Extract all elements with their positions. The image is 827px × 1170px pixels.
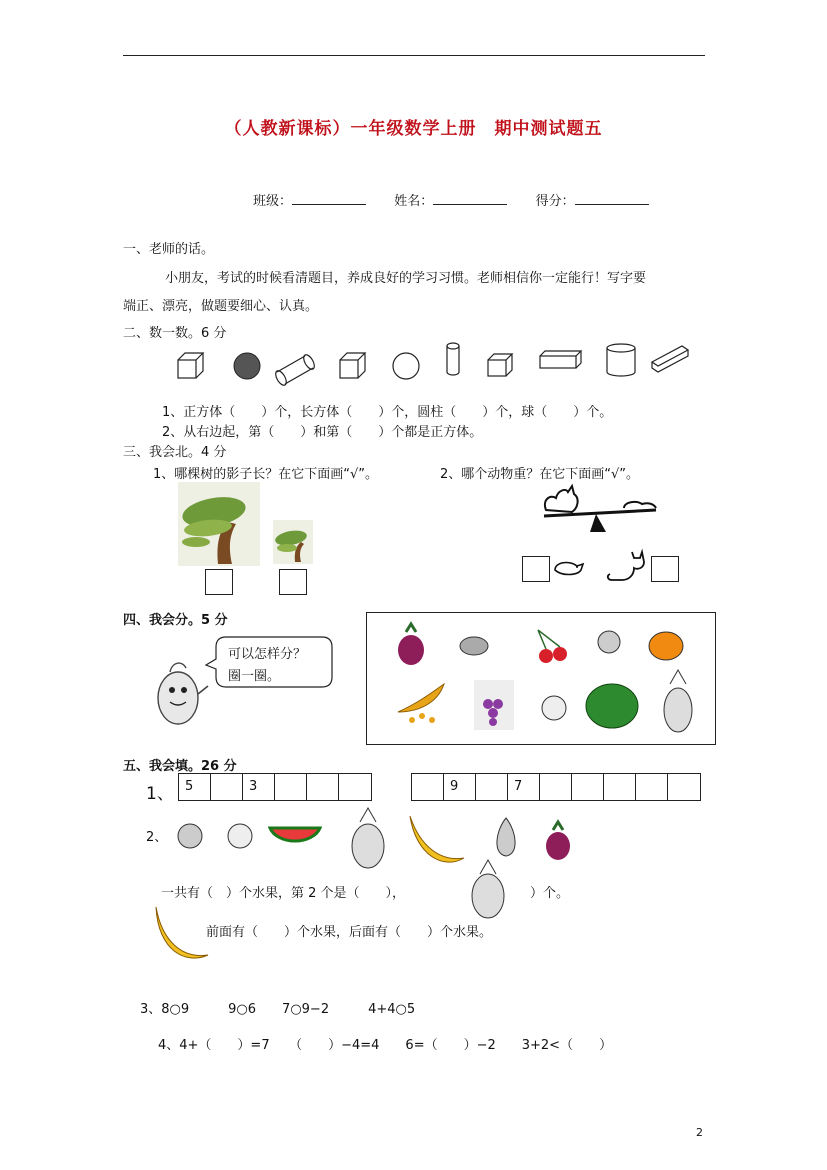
- section1-heading: 一、老师的话。: [123, 242, 215, 257]
- class-label: 班级：: [253, 194, 293, 209]
- number-row-1: [178, 773, 372, 801]
- radish-icon: [398, 624, 424, 665]
- big-tree-picture: [178, 482, 268, 572]
- q2-line2: 前面有（ ）个水果，后面有（ ）个水果。: [206, 925, 493, 940]
- q4-fill: 4、4+（ ）=7 （ ）−4=4 6=（ ）−2 3+2<（ ）: [158, 1038, 613, 1053]
- apple-icon: [178, 824, 202, 848]
- q2-line1b: ）个。: [530, 886, 570, 901]
- mouse-icon: [551, 556, 587, 580]
- fruit-veg-pictures: [366, 612, 714, 743]
- answer-box-big-tree[interactable]: [205, 569, 233, 595]
- number-cell[interactable]: 7: [508, 774, 540, 800]
- seesaw-picture: [536, 480, 666, 540]
- name-label: 姓名：: [394, 194, 434, 209]
- section3-q1: 1、哪棵树的影子长？在它下面画“√”。: [153, 467, 379, 482]
- number-cell[interactable]: [476, 774, 508, 800]
- section4-heading: 四、我会分。5 分: [123, 613, 228, 628]
- number-cell[interactable]: [412, 774, 444, 800]
- cube-icon: [488, 354, 512, 376]
- grapes-icon: [474, 680, 514, 730]
- pineapple-icon: [352, 808, 384, 868]
- section1-line2: 端正、漂亮，做题要细心、认真。: [123, 299, 319, 314]
- section3-heading: 三、我会北。4 分: [123, 445, 227, 460]
- number-cell[interactable]: [307, 774, 339, 800]
- cherry-icon: [538, 630, 567, 663]
- cuboid-icon: [652, 346, 688, 372]
- q3-compare: 3、8○9 9○6 7○9−2 4+4○5: [140, 1002, 416, 1017]
- cylinder-icon: [274, 353, 317, 387]
- answer-box-mouse[interactable]: [522, 556, 550, 582]
- cube-icon: [340, 353, 365, 378]
- score-label: 得分：: [535, 194, 575, 209]
- cuboid-icon: [540, 351, 581, 368]
- number-cell[interactable]: [668, 774, 700, 800]
- ball-icon: [234, 353, 260, 379]
- cat-icon: [604, 548, 648, 584]
- peach-icon: [228, 824, 252, 848]
- pumpkin-icon: [649, 632, 683, 660]
- section2-q2: 2、从右边起，第（ ）和第（ ）个都是正方体。: [162, 425, 483, 440]
- page-title: （人教新课标）一年级数学上册 期中测试题五: [224, 119, 603, 139]
- watermelon-icon: [270, 828, 320, 841]
- number-row-2: [411, 773, 701, 801]
- number-cell[interactable]: [572, 774, 604, 800]
- page-number: 2: [696, 1126, 703, 1139]
- banana-icon: [152, 903, 212, 963]
- apple-icon: [598, 631, 620, 653]
- number-cell[interactable]: [636, 774, 668, 800]
- number-cell[interactable]: [604, 774, 636, 800]
- cylinder-icon: [447, 343, 459, 375]
- number-cell[interactable]: 9: [444, 774, 476, 800]
- section2-q1: 1、正方体（ ）个，长方体（ ）个，圆柱（ ）个，球（ ）个。: [162, 405, 613, 420]
- section2-heading: 二、数一数。6 分: [123, 326, 227, 341]
- cube-icon: [178, 353, 203, 378]
- header-rule: [123, 55, 705, 56]
- ball-icon: [393, 353, 419, 379]
- pineapple-icon: [466, 860, 510, 920]
- lettuce-icon: [586, 684, 638, 728]
- number-cell[interactable]: [540, 774, 572, 800]
- bubble-line2: 圈一圈。: [228, 669, 281, 684]
- peach-icon: [542, 696, 566, 720]
- small-tree-picture: [273, 520, 313, 570]
- number-cell[interactable]: 5: [179, 774, 211, 800]
- fruit-row-pictures: [170, 806, 630, 876]
- shapes-row: [0, 338, 827, 398]
- name-field[interactable]: [433, 190, 507, 205]
- answer-box-cat[interactable]: [651, 556, 679, 582]
- q2-label: 2、: [146, 830, 168, 845]
- section3-q2: 2、哪个动物重？在它下面画“√”。: [440, 467, 640, 482]
- cabbage-icon: [460, 637, 488, 655]
- section5-heading: 五、我会填。26 分: [123, 759, 237, 774]
- banana-icon: [398, 684, 444, 723]
- pineapple-icon: [664, 670, 692, 732]
- number-cell[interactable]: [339, 774, 371, 800]
- student-info: [253, 190, 649, 209]
- cylinder-icon: [607, 344, 635, 376]
- eggplant-character-icon: [146, 654, 216, 734]
- answer-box-small-tree[interactable]: [279, 569, 307, 595]
- section1-line1: 小朋友，考试的时候看清题目，养成良好的学习习惯。老师相信你一定能行！写字要: [165, 271, 647, 286]
- number-cell[interactable]: [211, 774, 243, 800]
- number-cell[interactable]: [275, 774, 307, 800]
- number-cell[interactable]: 3: [243, 774, 275, 800]
- score-field[interactable]: [575, 190, 649, 205]
- bubble-line1: 可以怎样分？: [228, 647, 307, 662]
- q2-line1a: 一共有（ ）个水果，第 2 个是（ ），: [161, 886, 406, 901]
- pear-icon: [497, 818, 515, 856]
- class-field[interactable]: [292, 190, 366, 205]
- banana-icon: [410, 816, 464, 862]
- radish-icon: [546, 822, 570, 860]
- q1-label: 1、: [146, 784, 174, 804]
